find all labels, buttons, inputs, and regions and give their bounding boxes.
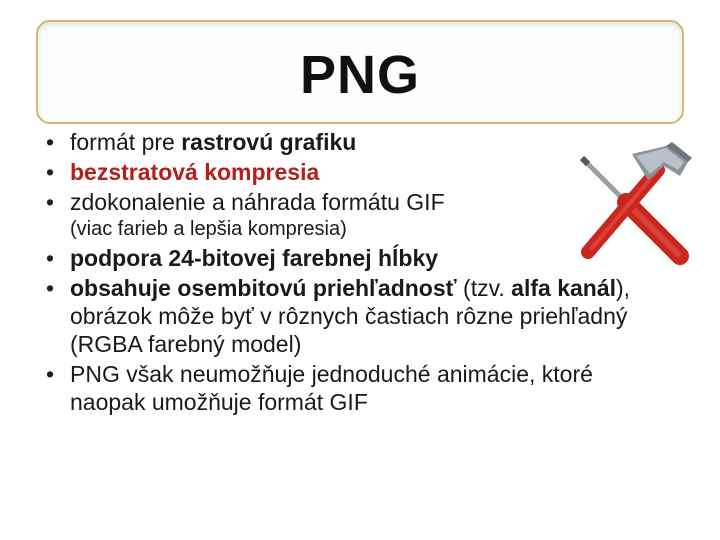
bullet-format [40, 128, 640, 156]
bullet-gif-replacement [40, 188, 640, 242]
bullet-text: zdokonalenie a náhrada formátu GIF [70, 189, 445, 215]
bullet-animation [40, 360, 640, 416]
bullet-text: formát pre [70, 129, 182, 155]
bullet-transparency [40, 274, 640, 358]
bullet-text: ), obrázok môže byť v rôznych častiach rôzne priehľadný (RGBA farebný model) [70, 275, 631, 357]
bullet-subnote: (viac farieb a lepšia kompresia) [70, 218, 347, 240]
bullet-bold: alfa kanál [511, 275, 617, 301]
bullet-text: PNG však neumožňuje jednoduché animácie, ktoré naopak umožňuje formát GIF [70, 361, 593, 415]
hammer-screwdriver-icon [566, 140, 696, 270]
bullet-compression [40, 158, 640, 186]
bullet-color-depth [40, 244, 640, 272]
bullet-bold: obsahuje osembitovú priehľadnosť [70, 275, 457, 301]
bullet-text: (tzv. [456, 275, 512, 301]
bullet-bold: rastrovú grafiku [181, 129, 357, 155]
bullet-red: bezstratová kompresia [70, 159, 320, 185]
bullet-list [40, 128, 640, 418]
slide-title: PNG [299, 45, 421, 105]
bullet-bold: podpora 24-bitovej farebnej hĺbky [70, 245, 439, 271]
